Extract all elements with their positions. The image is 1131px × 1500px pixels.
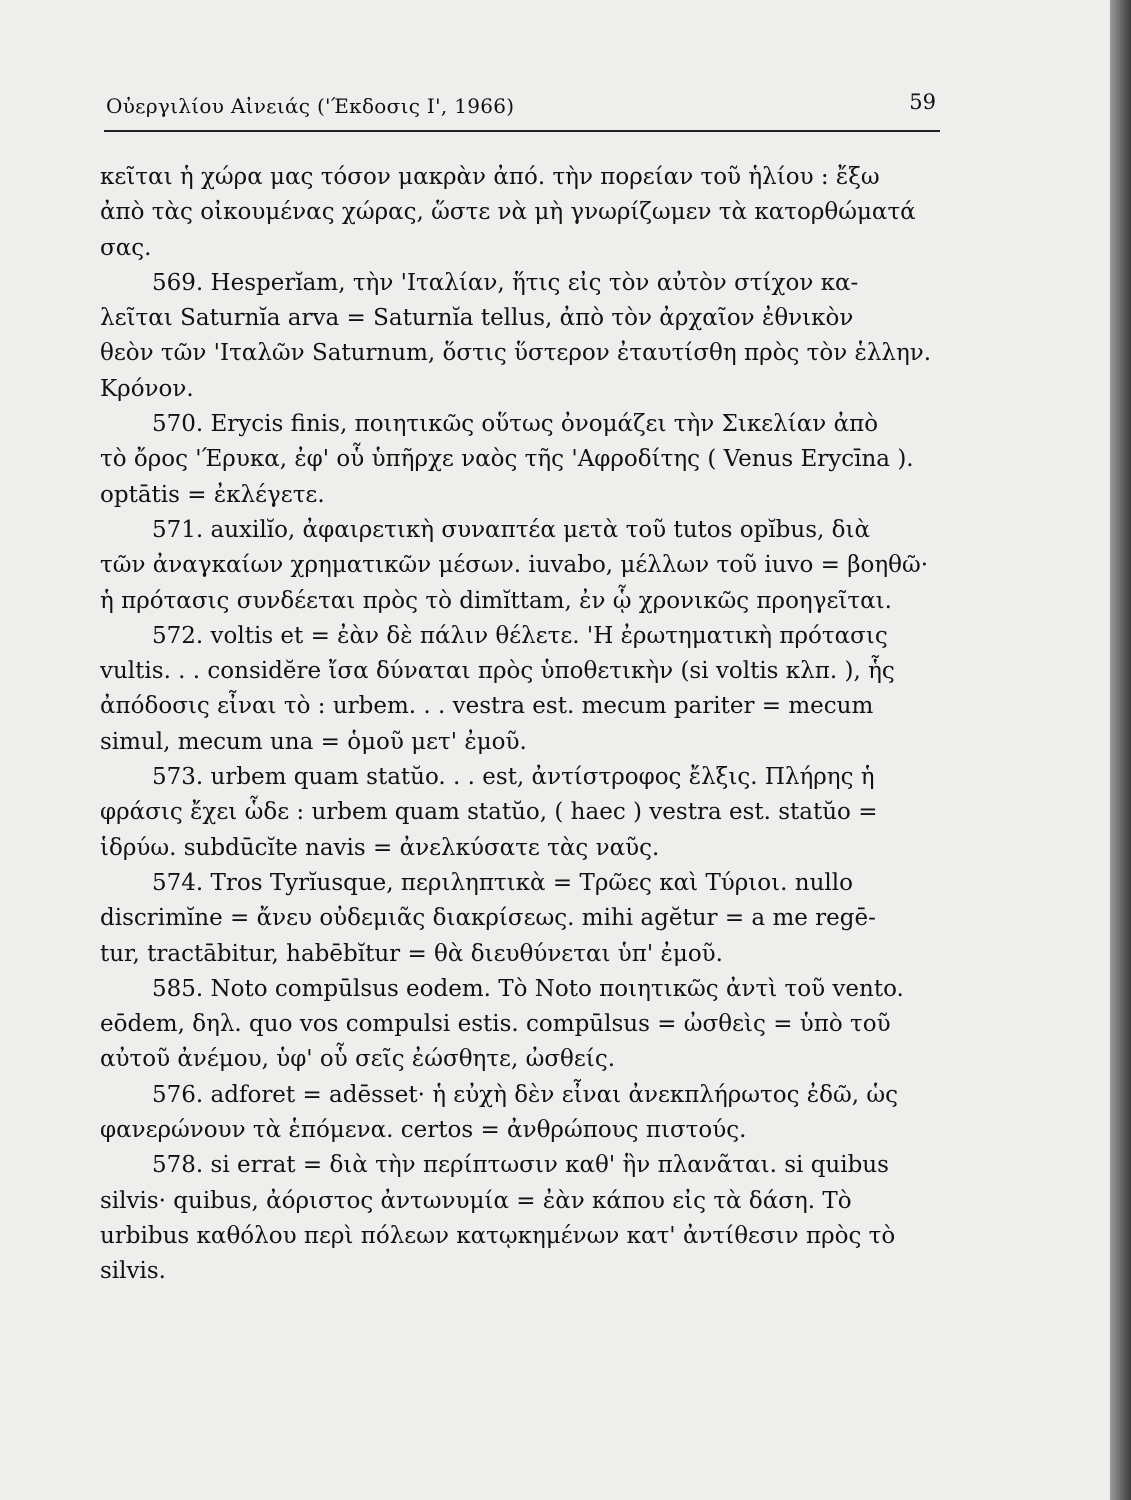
text-line: silvis· quibus, ἀόριστος ἀντωνυμία = ἐὰν κάπου εἰς τὰ δάση. Τὸ [100, 1187, 852, 1214]
page-header [104, 90, 940, 132]
text-line: κεῖται ἡ χώρα μας τόσον μακρὰν ἀπό. τὴν πορείαν τοῦ ἡλίου : ἔξω [100, 164, 880, 190]
text-line: 574. Tros Tyrĭusque, περιληπτικὰ = Τρῶες καὶ Τύριοι. nullo [152, 869, 853, 896]
text-line: optātis = ἐκλέγετε. [100, 481, 325, 508]
text-line: Κρόνον. [100, 375, 194, 402]
text-line: θεὸν τῶν 'Ιταλῶν Saturnum, ὅστις ὕστερον ἐταυτίσθη πρὸς τὸν ἑλλην. [100, 340, 932, 367]
text-line: ἡ πρότασις συνδέεται πρὸς τὸ dimĭttam, ἐν ᾧ χρονικῶς προηγεῖται. [100, 587, 892, 614]
text-line: 570. Erycis finis, ποιητικῶς οὕτως ὀνομάζει τὴν Σικελίαν ἀπὸ [152, 411, 879, 438]
text-line: 573. urbem quam statŭo. . . est, ἀντίστροφος ἔλξις. Πλήρης ἡ [152, 764, 875, 791]
page-number: 59 [909, 90, 936, 114]
text-line: discrimĭne = ἄνευ οὐδεμιᾶς διακρίσεως. mihi agĕtur = a me regē- [100, 905, 876, 932]
commentary-text [100, 160, 940, 1290]
text-line: σας. [100, 234, 152, 261]
text-line: τὸ ὄρος 'Έρυκα, ἐφ' οὗ ὑπῆρχε ναὸς τῆς 'Αφροδίτης ( Venus Erycīna ). [100, 446, 914, 473]
text-line: 571. auxilĭo, ἀφαιρετικὴ συναπτέα μετὰ τοῦ tutos opĭbus, διὰ [152, 516, 871, 543]
text-line: 576. adforet = adēsset· ἡ εὐχὴ δὲν εἶναι ἀνεκπλήρωτος ἐδῶ, ὡς [152, 1081, 898, 1108]
text-line: τῶν ἀναγκαίων χρηματικῶν μέσων. iuvabo, μέλλων τοῦ iuvo = βοηθῶ· [100, 552, 929, 579]
text-line: tur, tractābitur, habēbĭtur = θὰ διευθύνεται ὑπ' ἐμοῦ. [100, 940, 723, 967]
text-line: 569. Hesperĭam, τὴν 'Ιταλίαν, ἥτις εἰς τὸν αὐτὸν στίχον κα- [152, 269, 859, 296]
book-binding-edge [1110, 0, 1131, 1500]
text-line: λεῖται Saturnĭa arva = Saturnĭa tellus, ἀπὸ τὸν ἀρχαῖον ἐθνικὸν [100, 305, 854, 332]
text-line: ἀπόδοσις εἶναι τὸ : urbem. . . vestra est. mecum pariter = mecum [100, 693, 874, 720]
text-line: φανερώνουν τὰ ἑπόμενα. certos = ἀνθρώπους πιστούς. [100, 1117, 747, 1144]
text-line: 572. voltis et = ἐὰν δὲ πάλιν θέλετε. 'Η ἐρωτηματικὴ πρότασις [152, 622, 888, 649]
text-line: simul, mecum una = ὁμοῦ μετ' ἐμοῦ. [100, 728, 527, 755]
running-head: Οὐεργιλίου Αἰνειάς ('Έκδοσις Ι', 1966) [106, 94, 515, 118]
text-line: αὐτοῦ ἀνέμου, ὑφ' οὗ σεῖς ἐώσθητε, ὠσθείς. [100, 1046, 616, 1073]
text-line: 578. si errat = διὰ τὴν περίπτωσιν καθ' ἣν πλανᾶται. si quibus [152, 1152, 889, 1179]
text-line: ἀπὸ τὰς οἰκουμένας χώρας, ὥστε νὰ μὴ γνωρίζωμεν τὰ κατορθώματά [100, 199, 916, 226]
text-line: 585. Noto compūlsus eodem. Τὸ Noto ποιητικῶς ἀντὶ τοῦ vento. [152, 975, 904, 1002]
text-line: eōdem, δηλ. quo vos compulsi estis. compūlsus = ὠσθεὶς = ὑπὸ τοῦ [100, 1011, 891, 1038]
text-line: urbibus καθόλου περὶ πόλεων κατῳκημένων κατ' ἀντίθεσιν πρὸς τὸ [100, 1222, 896, 1249]
text-line: ἱδρύω. subdūcĭte navis = ἀνελκύσατε τὰς ναῦς. [100, 834, 660, 861]
text-line: vultis. . . considĕre ἴσα δύναται πρὸς ὑποθετικὴν (si voltis κλπ. ), ἧς [100, 658, 895, 685]
text-line: silvis. [100, 1258, 166, 1285]
text-line: φράσις ἔχει ὧδε : urbem quam statŭo, ( haec ) vestra est. statŭo = [100, 799, 878, 826]
